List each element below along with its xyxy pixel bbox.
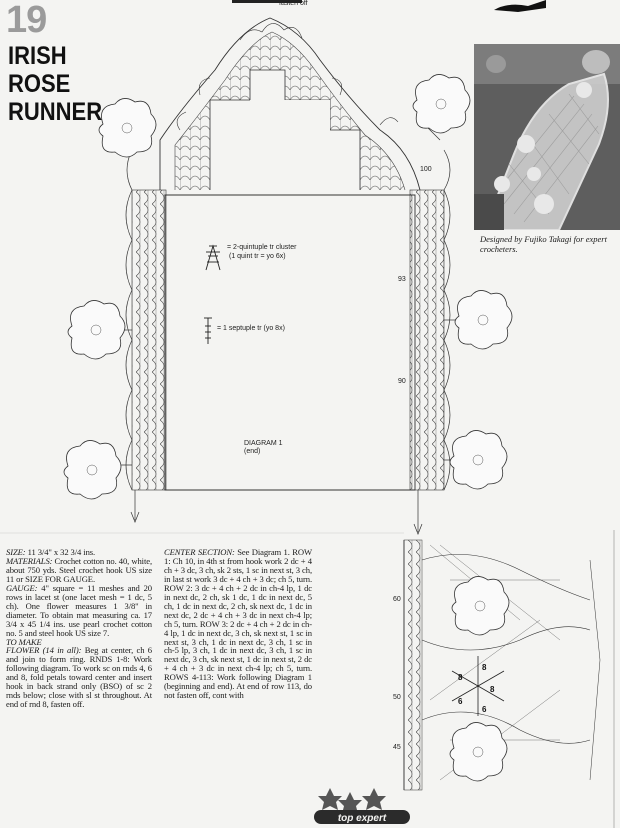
flower-text: Beg at center, ch 6 and join to form ring. RNDS 1-8: Work following diagram. To work sc on rnds 4, 6 and 8, fold petals toward center and insert hook in back strand only (BSO) of sc 2 rnds below; close with sl st throughout. At end of rnd 8, fasten off. xyxy=(6,645,152,710)
pattern-number: 19 xyxy=(6,0,47,41)
materials-paragraph xyxy=(6,557,152,584)
materials-heading: MATERIALS: xyxy=(6,555,53,566)
flower-paragraph xyxy=(6,646,152,709)
diagram-label-line-2: (end) xyxy=(244,448,261,455)
svg-text:8: 8 xyxy=(458,673,463,682)
svg-text:6: 6 xyxy=(482,705,487,714)
center-section-text: See Diagram 1. ROW 1: Ch 10, in 4th st from hook work 2 dc + 4 ch + 3 dc, 3 ch, sk 2 sts, 1 sc in next st, 3 ch, in last st work 3 dc + 4 ch + 3 dc; ch 5, turn. ROW 2: 3 dc + 4 ch + 2 dc in ch-4 lp, 1 dc in next dc, 2 ch, sk 1 dc, 1 dc in next dc, 5 ch, 1 dc in next dc, 2 ch, sk next dc, 1 dc in next dc, 2 dc + 4 ch + 3 dc in next ch-4 lp; ch 5, turn. ROW 3: 2 dc + 4 ch + 2 dc in ch-4 lp, 1 dc in next dc, 3 ch, sk next st, 1 sc in next st, 3 ch, 1 dc in next dc, 3 ch, 1 sc in ch-5 lp, 3 ch, 1 dc in next dc, 3 ch, 1 sc in next dc, 3 ch, sk next st, 1 dc in next st, 2 dc + 4 ch + 3 dc in next ch-4 lp; ch 5, turn. ROWS 4-113: Work following Diagram 1 (beginning and end). At end of row 113, do not fasten off, cont with xyxy=(164,547,312,701)
title-line-1: IRISH xyxy=(8,42,67,70)
legend-cluster-line-2: (1 quint tr = yo 6x) xyxy=(229,253,286,260)
diagram-label-line-1: DIAGRAM 1 xyxy=(244,440,283,447)
gauge-text: 4" square = 11 meshes and 20 rows in lacet st (one lacet mesh = 1 dc, 5 ch). One flower measures 1 3/8" in diameter. To obtain mat measuring ca. 17 3/4 x 45 1/4 ins. use pearl crochet cotton no. 5 and steel hook US size 7. xyxy=(6,582,152,638)
row-label-100: 100 xyxy=(420,166,432,173)
center-section-paragraph xyxy=(164,548,312,700)
center-section-heading: CENTER SECTION: xyxy=(164,547,235,557)
title-line-3: RUNNER xyxy=(8,98,103,126)
gauge-heading: GAUGE: xyxy=(6,582,38,593)
size-text: 11 3/4" x 32 3/4 ins. xyxy=(25,547,96,557)
materials-text: Crochet cotton no. 40, white, about 750 yds. Steel crochet hook US size 11 or SIZE FOR GAUGE. xyxy=(6,555,152,584)
logo-text: top expert xyxy=(337,813,387,824)
middle-text-column xyxy=(164,548,312,700)
gauge-paragraph xyxy=(6,584,152,638)
svg-text:8: 8 xyxy=(490,685,495,694)
svg-text:8: 8 xyxy=(482,663,487,672)
row-label-90: 90 xyxy=(398,378,406,385)
to-make-heading: TO MAKE xyxy=(6,636,42,647)
photo-caption: Designed by Fujiko Takagi for expert crocheters. xyxy=(480,234,607,254)
diagram-label xyxy=(244,440,283,456)
title-line-2: ROSE xyxy=(8,70,71,98)
left-text-column xyxy=(6,548,152,709)
legend-cluster-line-1: = 2-quintuple tr cluster xyxy=(227,244,297,251)
fasten-off-note: fasten off xyxy=(279,0,308,7)
top-expert-logo xyxy=(312,786,412,828)
svg-text:6: 6 xyxy=(458,697,463,706)
legend-septuple: = 1 septuple tr (yo 8x) xyxy=(217,325,285,332)
row-label-45: 45 xyxy=(393,744,401,751)
size-heading: SIZE: xyxy=(6,547,26,557)
row-label-93: 93 xyxy=(398,276,406,283)
flower-heading: FLOWER (14 in all): xyxy=(6,645,82,656)
row-label-60: 60 xyxy=(393,596,401,603)
row-label-50: 50 xyxy=(393,694,401,701)
